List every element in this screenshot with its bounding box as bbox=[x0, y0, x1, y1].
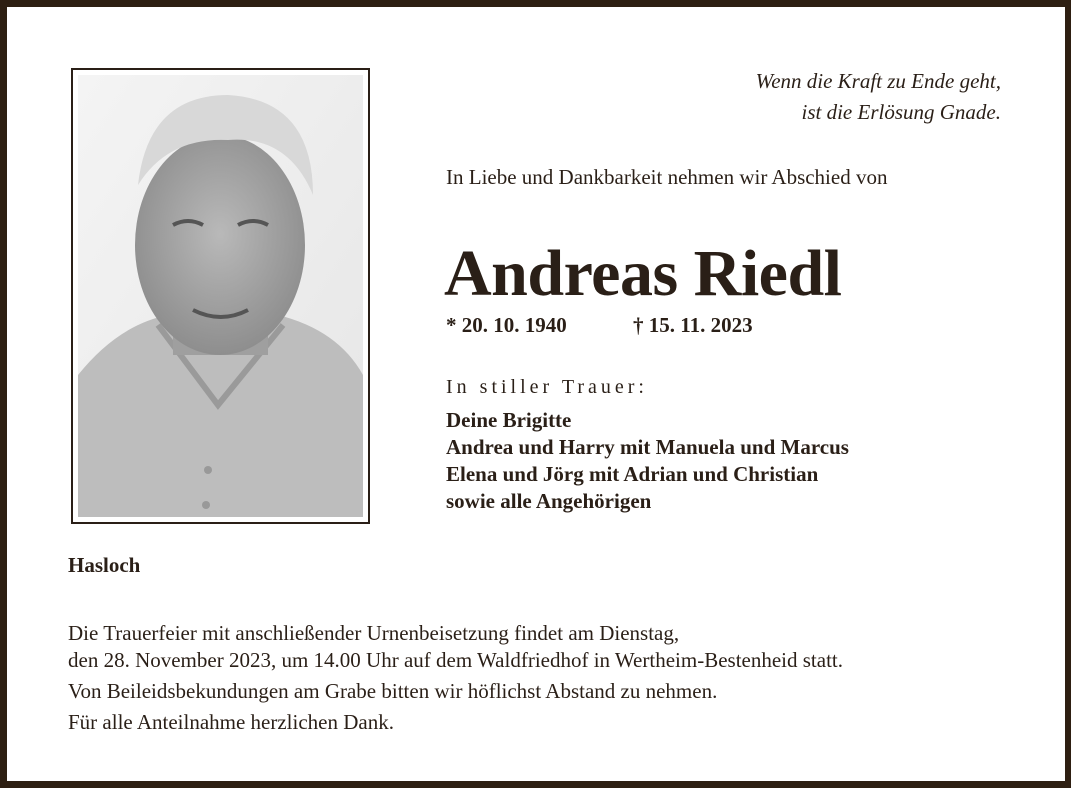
body-line: Die Trauerfeier mit anschließender Urnenbeisetzung findet am Dienstag, bbox=[68, 621, 680, 645]
body-line: den 28. November 2023, um 14.00 Uhr auf dem Waldfriedhof in Wertheim-Bestenheid statt. bbox=[68, 648, 844, 672]
motto-line-1: Wenn die Kraft zu Ende geht, bbox=[755, 69, 1001, 93]
birth-date: * 20. 10. 1940 bbox=[446, 313, 567, 337]
family-line: sowie alle Angehörigen bbox=[446, 489, 652, 513]
portrait-photo bbox=[71, 68, 370, 524]
body-line: Für alle Anteilnahme herzlichen Dank. bbox=[68, 710, 394, 734]
motto-line-2: ist die Erlösung Gnade. bbox=[801, 100, 1001, 124]
place-name: Hasloch bbox=[68, 553, 141, 577]
motto-quote bbox=[756, 66, 1001, 128]
ceremony-text bbox=[68, 620, 843, 736]
family-line: Deine Brigitte bbox=[446, 408, 572, 432]
family-line: Andrea und Harry mit Manuela und Marcus bbox=[446, 435, 849, 459]
death-date: † 15. 11. 2023 bbox=[633, 313, 753, 337]
family-line: Elena und Jörg mit Adrian und Christian bbox=[446, 462, 819, 486]
family-list bbox=[446, 407, 849, 515]
deceased-name: Andreas Riedl bbox=[444, 237, 842, 310]
mourning-label: In stiller Trauer: bbox=[446, 376, 648, 398]
life-dates bbox=[446, 313, 753, 338]
intro-text: In Liebe und Dankbarkeit nehmen wir Abschied von bbox=[446, 165, 888, 189]
body-line: Von Beileidsbekundungen am Grabe bitten wir höflichst Abstand zu nehmen. bbox=[68, 679, 718, 703]
portrait-image bbox=[78, 75, 363, 517]
